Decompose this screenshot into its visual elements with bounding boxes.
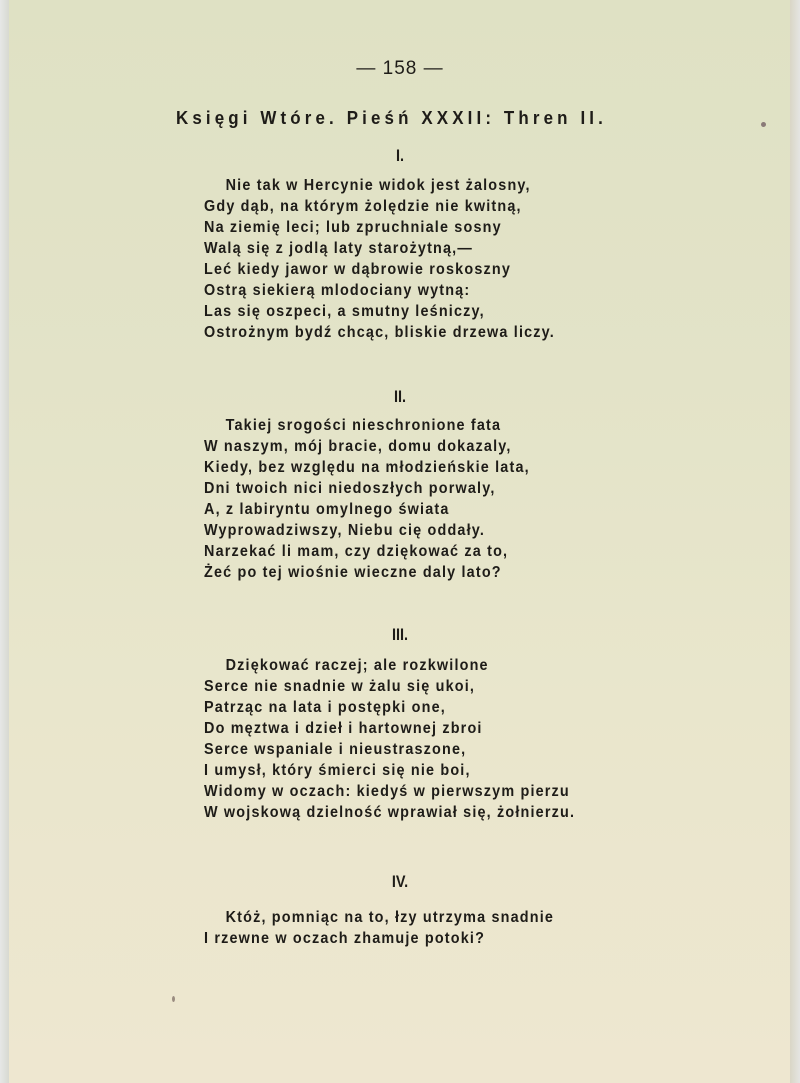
section-number: I. [395, 146, 405, 165]
verse-line: Las się oszpeci, a smutny leśniczy, [204, 303, 485, 320]
verse-line: A, z labiryntu omylnego świata [204, 501, 450, 518]
verse-line: Widomy w oczach: kiedyś w pierwszym pierzu [204, 783, 570, 800]
verse-line: Serce wspaniale i nieustraszone, [204, 741, 467, 758]
verse-line: Nie tak w Hercynie widok jest żalosny, [225, 177, 531, 194]
verse-line: Dni twoich nici niedoszłych porwaly, [204, 480, 496, 497]
verse-line: Patrząc na lata i postępki one, [204, 699, 446, 716]
verse-line: Gdy dąb, na którym żolędzie nie kwitną, [204, 198, 522, 215]
verse-line: I rzewne w oczach zhamuje potoki? [204, 930, 486, 947]
page-edge-left [0, 0, 9, 1083]
verse-line: Walą się z jodlą laty starożytną,— [204, 240, 473, 257]
verse-line: Narzekać li mam, czy dziękować za to, [204, 543, 509, 560]
page-edge-right [790, 0, 800, 1083]
page-number: — 158 — [356, 58, 444, 79]
verse-line: Na ziemię leci; lub zpruchniale sosny [204, 219, 502, 236]
verse-line: Leć kiedy jawor w dąbrowie roskoszny [204, 261, 512, 278]
verse-line: Wyprowadziwszy, Niebu cię oddały. [204, 522, 486, 539]
verse-line: I umysł, który śmierci się nie boi, [204, 762, 471, 779]
verse-line: W wojskową dzielność wprawiał się, żołnierzu. [204, 804, 576, 821]
section-number: IV. [391, 872, 409, 891]
stanza-4 [204, 907, 593, 949]
verse-line: Ostrą siekierą mlodociany wytną: [204, 282, 471, 299]
running-head: Księgi Wtóre. Pieśń XXXII: Thren II. [176, 108, 607, 128]
verse-line: Do męztwa i dzieł i hartownej zbroi [204, 720, 483, 737]
verse-line: Kiedy, bez względu na młodzieńskie lata, [204, 459, 530, 476]
verse-line: Ostrożnym bydź chcąc, bliskie drzewa liczy. [204, 324, 555, 341]
verse-line: Dziękować raczej; ale rozkwilone [225, 657, 489, 674]
verse-line: Takiej srogości nieschronione fata [225, 417, 502, 434]
stanza-1 [204, 175, 594, 343]
paper-speck [761, 122, 766, 127]
stanza-2 [204, 415, 566, 583]
stanza-3 [204, 655, 616, 823]
verse-line: Któż, pomniąc na to, łzy utrzyma snadnie [225, 909, 555, 926]
paper-speck [172, 996, 175, 1002]
section-number: III. [391, 625, 409, 644]
verse-line: Żeć po tej wiośnie wieczne daly lato? [204, 564, 502, 581]
section-number: II. [393, 387, 407, 406]
verse-line: W naszym, mój bracie, domu dokazaly, [204, 438, 512, 455]
verse-line: Serce nie snadnie w żalu się ukoi, [204, 678, 476, 695]
